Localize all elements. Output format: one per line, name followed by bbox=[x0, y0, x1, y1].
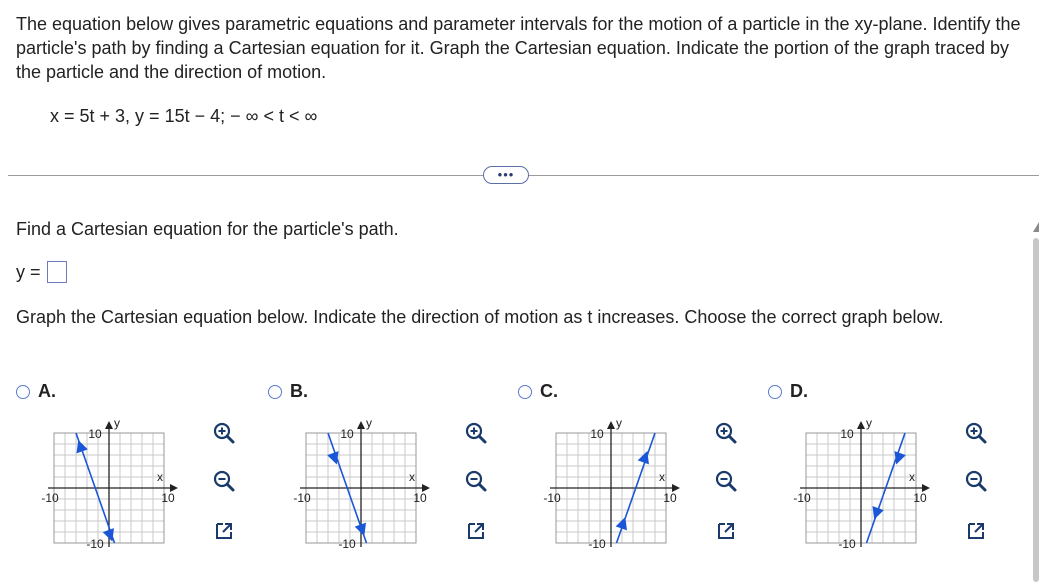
direction-arrow bbox=[103, 528, 114, 541]
question-cartesian: Find a Cartesian equation for the particle's path. bbox=[16, 219, 399, 239]
magnifier-handle bbox=[227, 436, 233, 442]
y-axis-label: y bbox=[366, 416, 372, 430]
option-header[interactable] bbox=[768, 381, 1018, 402]
x-tick-min: -10 bbox=[293, 491, 311, 505]
zoom-out-icon[interactable] bbox=[964, 469, 988, 493]
popout-icon[interactable] bbox=[212, 519, 236, 543]
direction-arrow bbox=[76, 440, 87, 453]
zoom-out-icon[interactable] bbox=[212, 469, 236, 493]
zoom-in-icon[interactable] bbox=[464, 421, 488, 445]
parametric-equation: x = 5t + 3, y = 15t − 4; − ∞ < t < ∞ bbox=[50, 106, 318, 126]
x-tick-min: -10 bbox=[793, 491, 811, 505]
popout-arrow bbox=[725, 524, 733, 532]
magnifier-handle bbox=[479, 484, 485, 490]
y-axis-arrow bbox=[857, 421, 865, 429]
x-axis-label: x bbox=[157, 470, 163, 484]
y-tick-min: -10 bbox=[86, 537, 104, 551]
y-tick-max: 10 bbox=[340, 427, 354, 441]
y-tick-min: -10 bbox=[838, 537, 856, 551]
y-tick-max: 10 bbox=[840, 427, 854, 441]
magnifier-handle bbox=[729, 436, 735, 442]
magnifier-handle bbox=[979, 436, 985, 442]
option-c[interactable] bbox=[518, 381, 768, 581]
option-header[interactable] bbox=[16, 381, 266, 402]
popout-icon[interactable] bbox=[714, 519, 738, 543]
y-axis-label: y bbox=[616, 416, 622, 430]
x-tick-min: -10 bbox=[543, 491, 561, 505]
popout-icon[interactable] bbox=[464, 519, 488, 543]
scrollbar[interactable] bbox=[1033, 238, 1039, 582]
question-graph: Graph the Cartesian equation below. Indicate the direction of motion as t increases. Choose the correct graph below. bbox=[16, 307, 944, 327]
x-tick-min: -10 bbox=[41, 491, 59, 505]
zoom-out-icon[interactable] bbox=[464, 469, 488, 493]
magnifier-handle bbox=[979, 484, 985, 490]
x-tick-max: 10 bbox=[913, 491, 927, 505]
graph bbox=[268, 415, 438, 565]
x-axis-label: x bbox=[909, 470, 915, 484]
x-axis-label: x bbox=[659, 470, 665, 484]
option-label: C. bbox=[540, 381, 558, 401]
y-tick-min: -10 bbox=[588, 537, 606, 551]
radio-button[interactable] bbox=[518, 385, 532, 399]
graph bbox=[518, 415, 688, 565]
x-tick-max: 10 bbox=[413, 491, 427, 505]
zoom-out-icon[interactable] bbox=[714, 469, 738, 493]
popout-arrow bbox=[223, 524, 231, 532]
zoom-in-icon[interactable] bbox=[212, 421, 236, 445]
answer-prefix: y = bbox=[16, 261, 41, 282]
magnifier-handle bbox=[227, 484, 233, 490]
y-axis-label: y bbox=[114, 416, 120, 430]
graph bbox=[16, 415, 186, 565]
option-b[interactable] bbox=[268, 381, 518, 581]
answer-line bbox=[16, 261, 67, 283]
y-tick-max: 10 bbox=[88, 427, 102, 441]
show-more-button[interactable]: ••• bbox=[483, 166, 529, 184]
zoom-in-icon[interactable] bbox=[964, 421, 988, 445]
direction-arrow bbox=[616, 517, 627, 530]
problem-text: The equation below gives parametric equations and parameter intervals for the motion of a particle in the xy-plane. Identify the particle's path by finding a Cartesian equation for it. Graph the Cartesian equation. Indicate the portion of the graph traced by the particle and the direction of motion. bbox=[16, 14, 1021, 82]
direction-arrow bbox=[355, 523, 366, 536]
y-tick-min: -10 bbox=[338, 537, 356, 551]
y-tick-max: 10 bbox=[590, 427, 604, 441]
x-tick-max: 10 bbox=[663, 491, 677, 505]
option-label: A. bbox=[38, 381, 56, 401]
zoom-in-icon[interactable] bbox=[714, 421, 738, 445]
scroll-up-arrow[interactable] bbox=[1033, 222, 1039, 232]
radio-button[interactable] bbox=[16, 385, 30, 399]
x-tick-max: 10 bbox=[161, 491, 175, 505]
magnifier-handle bbox=[479, 436, 485, 442]
option-label: B. bbox=[290, 381, 308, 401]
radio-button[interactable] bbox=[768, 385, 782, 399]
option-d[interactable] bbox=[768, 381, 1018, 581]
direction-arrow bbox=[894, 451, 905, 464]
option-a[interactable] bbox=[16, 381, 266, 581]
answer-input[interactable] bbox=[47, 261, 67, 283]
direction-arrow bbox=[327, 451, 338, 464]
direction-arrow bbox=[638, 451, 649, 464]
popout-icon[interactable] bbox=[964, 519, 988, 543]
x-axis-label: x bbox=[409, 470, 415, 484]
y-axis-arrow bbox=[105, 421, 113, 429]
y-axis-label: y bbox=[866, 416, 872, 430]
y-axis-arrow bbox=[357, 421, 365, 429]
popout-arrow bbox=[975, 524, 983, 532]
option-header[interactable] bbox=[518, 381, 768, 402]
popout-arrow bbox=[475, 524, 483, 532]
magnifier-handle bbox=[729, 484, 735, 490]
y-axis-arrow bbox=[607, 421, 615, 429]
option-label: D. bbox=[790, 381, 808, 401]
radio-button[interactable] bbox=[268, 385, 282, 399]
direction-arrow bbox=[872, 506, 883, 519]
graph bbox=[768, 415, 938, 565]
option-header[interactable] bbox=[268, 381, 518, 402]
